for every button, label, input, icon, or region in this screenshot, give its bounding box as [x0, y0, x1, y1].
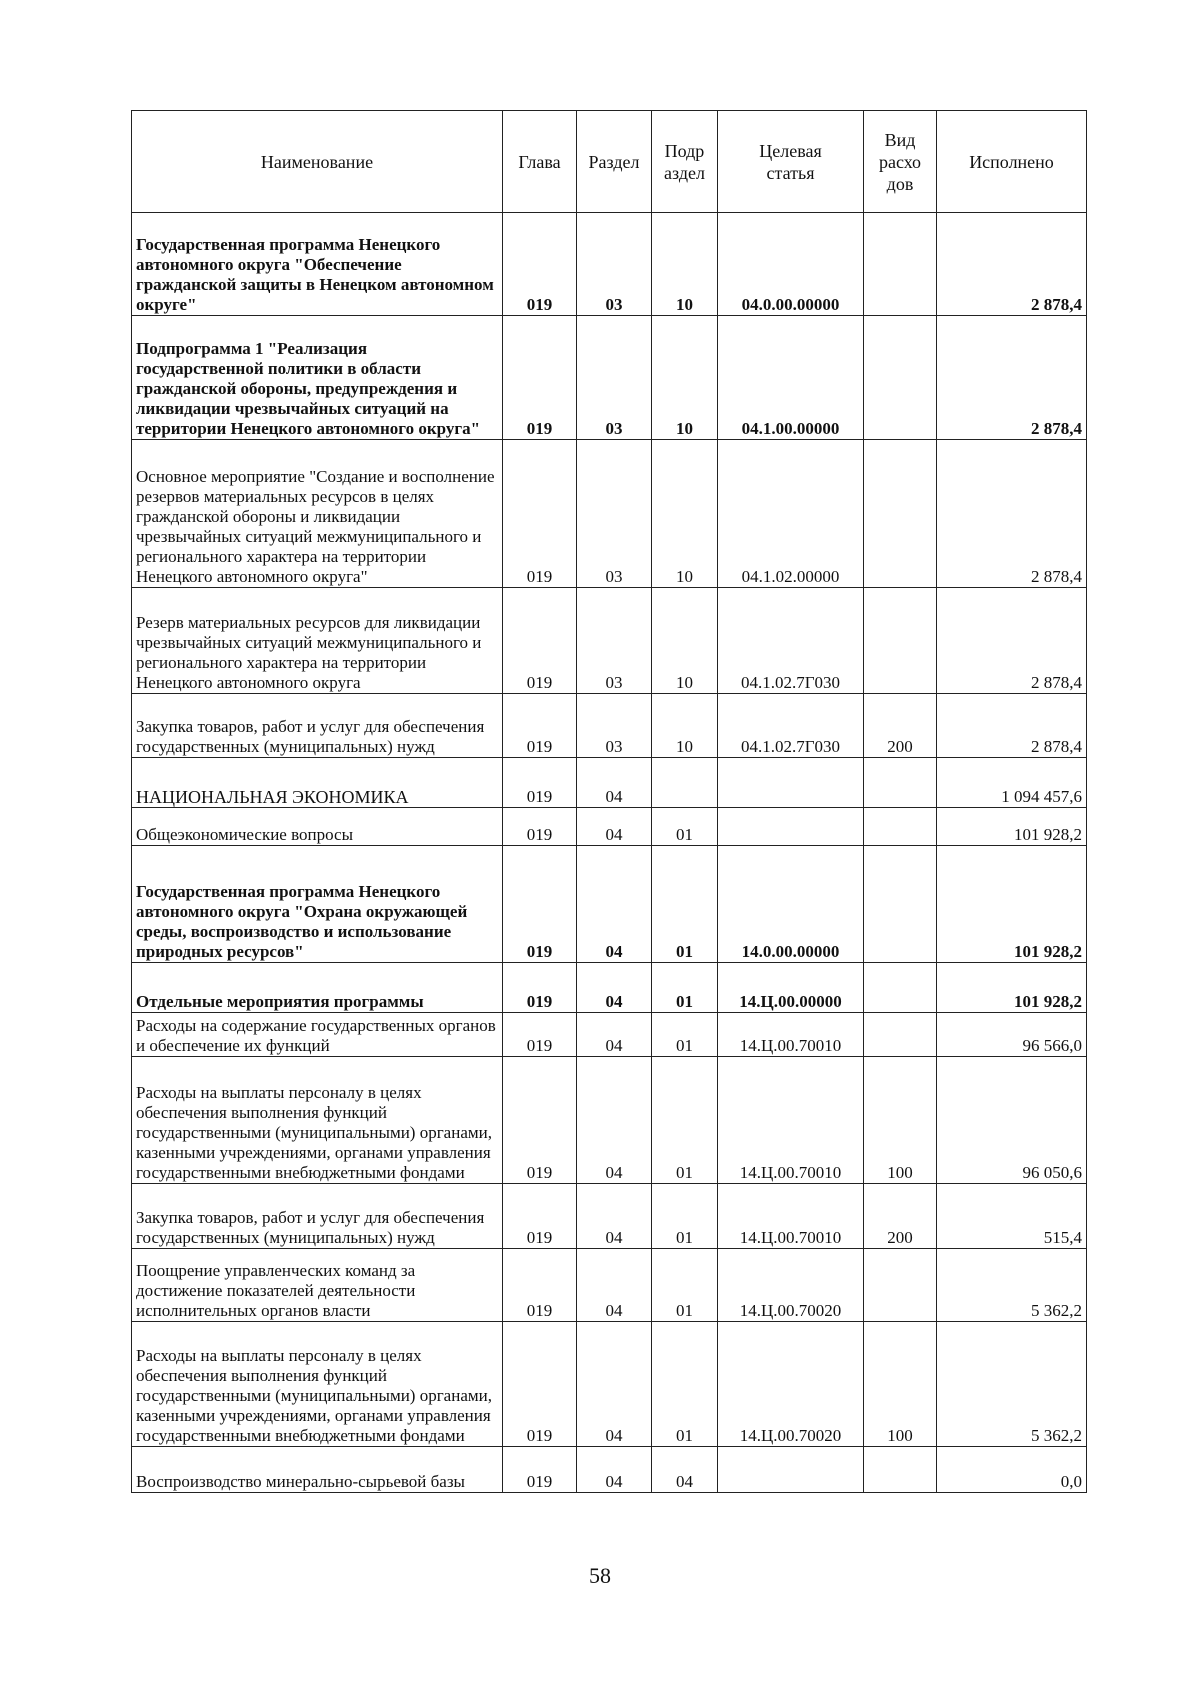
- table-row: [132, 846, 1087, 963]
- row-target: [718, 758, 864, 808]
- row-glava: 019: [503, 1447, 577, 1493]
- row-amount: 101 928,2: [937, 963, 1087, 1013]
- row-glava: 019: [503, 440, 577, 588]
- row-razdel: 04: [577, 1057, 652, 1184]
- row-glava: 019: [503, 1322, 577, 1447]
- row-podrazdel: 01: [652, 808, 718, 846]
- row-amount: 96 566,0: [937, 1013, 1087, 1057]
- row-glava: 019: [503, 1057, 577, 1184]
- table-row: [132, 316, 1087, 440]
- row-name: НАЦИОНАЛЬНАЯ ЭКОНОМИКА: [132, 758, 503, 808]
- row-amount: 101 928,2: [937, 808, 1087, 846]
- row-razdel: 04: [577, 1447, 652, 1493]
- row-target: 14.Ц.00.00000: [718, 963, 864, 1013]
- row-razdel: 03: [577, 588, 652, 694]
- header-vid-text: Вид расхо дов: [878, 129, 922, 194]
- row-glava: 019: [503, 758, 577, 808]
- row-amount: 0,0: [937, 1447, 1087, 1493]
- row-glava: 019: [503, 963, 577, 1013]
- row-amount: 2 878,4: [937, 694, 1087, 758]
- row-razdel: 04: [577, 963, 652, 1013]
- table-row: [132, 694, 1087, 758]
- row-glava: 019: [503, 1184, 577, 1249]
- row-podrazdel: 10: [652, 588, 718, 694]
- row-podrazdel: [652, 758, 718, 808]
- header-vid: [864, 111, 937, 213]
- row-name: Резерв материальных ресурсов для ликвидации чрезвычайных ситуаций межмуниципального и регионального характера на территории Ненецкого автономного округа: [132, 588, 503, 694]
- budget-execution-table: [131, 110, 1087, 1493]
- row-name: Расходы на выплаты персоналу в целях обеспечения выполнения функций государственными (муниципальными) органами, казенными учреждениями, органами управления государственными внебюджетными фондами: [132, 1322, 503, 1447]
- row-glava: 019: [503, 1249, 577, 1322]
- row-target: 14.0.00.00000: [718, 846, 864, 963]
- row-name: Общеэкономические вопросы: [132, 808, 503, 846]
- row-target: 04.0.00.00000: [718, 213, 864, 316]
- row-name: Воспроизводство минерально-сырьевой базы: [132, 1447, 503, 1493]
- row-vid: [864, 440, 937, 588]
- header-podrazdel: [652, 111, 718, 213]
- header-glava: Глава: [503, 111, 577, 213]
- row-vid: [864, 808, 937, 846]
- row-glava: 019: [503, 588, 577, 694]
- row-target: 14.Ц.00.70010: [718, 1013, 864, 1057]
- row-vid: [864, 588, 937, 694]
- table-row: [132, 440, 1087, 588]
- row-vid: [864, 758, 937, 808]
- row-podrazdel: 01: [652, 1322, 718, 1447]
- row-razdel: 04: [577, 808, 652, 846]
- row-name: Государственная программа Ненецкого автономного округа "Охрана окружающей среды, воспроизводство и использование природных ресурсов": [132, 846, 503, 963]
- header-razdel: Раздел: [577, 111, 652, 213]
- row-name: Основное мероприятие "Создание и восполнение резервов материальных ресурсов в целях гражданской обороны и ликвидации чрезвычайных ситуаций межмуниципального и регионального характера на территории Ненецкого автономного округа": [132, 440, 503, 588]
- row-razdel: 03: [577, 694, 652, 758]
- row-razdel: 03: [577, 440, 652, 588]
- row-razdel: 04: [577, 846, 652, 963]
- row-podrazdel: 01: [652, 1013, 718, 1057]
- row-amount: 2 878,4: [937, 213, 1087, 316]
- row-podrazdel: 04: [652, 1447, 718, 1493]
- row-razdel: 04: [577, 1013, 652, 1057]
- header-podrazdel-text: Подр аздел: [664, 140, 705, 183]
- row-name: Подпрограмма 1 "Реализация государственной политики в области гражданской обороны, предупреждения и ликвидации чрезвычайных ситуаций на территории Ненецкого автономного округа": [132, 316, 503, 440]
- row-razdel: 04: [577, 1249, 652, 1322]
- table-row: [132, 808, 1087, 846]
- row-podrazdel: 10: [652, 213, 718, 316]
- row-podrazdel: 10: [652, 316, 718, 440]
- row-name: Закупка товаров, работ и услуг для обеспечения государственных (муниципальных) нужд: [132, 694, 503, 758]
- row-name: Закупка товаров, работ и услуг для обеспечения государственных (муниципальных) нужд: [132, 1184, 503, 1249]
- row-vid: [864, 963, 937, 1013]
- row-amount: 515,4: [937, 1184, 1087, 1249]
- row-podrazdel: 01: [652, 1184, 718, 1249]
- row-podrazdel: 10: [652, 440, 718, 588]
- row-podrazdel: 01: [652, 1057, 718, 1184]
- row-amount: 101 928,2: [937, 846, 1087, 963]
- row-amount: 2 878,4: [937, 588, 1087, 694]
- header-target: [718, 111, 864, 213]
- table-row: [132, 588, 1087, 694]
- row-target: 04.1.02.00000: [718, 440, 864, 588]
- row-glava: 019: [503, 808, 577, 846]
- row-target: 04.1.02.7Г030: [718, 588, 864, 694]
- header-name: Наименование: [132, 111, 503, 213]
- table-row: [132, 1447, 1087, 1493]
- row-glava: 019: [503, 694, 577, 758]
- table-row: [132, 1013, 1087, 1057]
- page-number: 58: [589, 1563, 611, 1588]
- header-row: [132, 111, 1087, 213]
- row-vid: 200: [864, 694, 937, 758]
- table-row: [132, 1322, 1087, 1447]
- row-vid: [864, 213, 937, 316]
- row-razdel: 04: [577, 1184, 652, 1249]
- row-amount: 2 878,4: [937, 316, 1087, 440]
- table-row: [132, 1249, 1087, 1322]
- row-podrazdel: 01: [652, 963, 718, 1013]
- row-amount: 2 878,4: [937, 440, 1087, 588]
- header-target-text: Целевая статья: [759, 140, 822, 183]
- row-razdel: 04: [577, 758, 652, 808]
- row-razdel: 04: [577, 1322, 652, 1447]
- row-vid: [864, 1249, 937, 1322]
- table-row: [132, 758, 1087, 808]
- row-amount: 96 050,6: [937, 1057, 1087, 1184]
- row-vid: 100: [864, 1322, 937, 1447]
- row-razdel: 03: [577, 316, 652, 440]
- row-name: Расходы на выплаты персоналу в целях обеспечения выполнения функций государственными (муниципальными) органами, казенными учреждениями, органами управления государственными внебюджетными фондами: [132, 1057, 503, 1184]
- row-glava: 019: [503, 846, 577, 963]
- row-vid: [864, 1013, 937, 1057]
- row-target: 14.Ц.00.70020: [718, 1249, 864, 1322]
- row-podrazdel: 01: [652, 1249, 718, 1322]
- row-target: 14.Ц.00.70020: [718, 1322, 864, 1447]
- row-vid: 200: [864, 1184, 937, 1249]
- row-podrazdel: 10: [652, 694, 718, 758]
- row-podrazdel: 01: [652, 846, 718, 963]
- row-glava: 019: [503, 316, 577, 440]
- row-target: [718, 808, 864, 846]
- row-glava: 019: [503, 213, 577, 316]
- row-name: Поощрение управленческих команд за достижение показателей деятельности исполнительных органов власти: [132, 1249, 503, 1322]
- row-vid: 100: [864, 1057, 937, 1184]
- row-amount: 1 094 457,6: [937, 758, 1087, 808]
- row-vid: [864, 1447, 937, 1493]
- row-target: 04.1.02.7Г030: [718, 694, 864, 758]
- row-target: 14.Ц.00.70010: [718, 1184, 864, 1249]
- table-row: [132, 213, 1087, 316]
- table-row: [132, 1184, 1087, 1249]
- table-row: [132, 963, 1087, 1013]
- row-amount: 5 362,2: [937, 1322, 1087, 1447]
- table-row: [132, 1057, 1087, 1184]
- row-name: Расходы на содержание государственных органов и обеспечение их функций: [132, 1013, 503, 1057]
- row-razdel: 03: [577, 213, 652, 316]
- row-vid: [864, 316, 937, 440]
- row-vid: [864, 846, 937, 963]
- row-target: 04.1.00.00000: [718, 316, 864, 440]
- row-name: Государственная программа Ненецкого автономного округа "Обеспечение гражданской защиты в Ненецком автономном округе": [132, 213, 503, 316]
- row-target: [718, 1447, 864, 1493]
- header-executed: Исполнено: [937, 111, 1087, 213]
- row-target: 14.Ц.00.70010: [718, 1057, 864, 1184]
- row-amount: 5 362,2: [937, 1249, 1087, 1322]
- row-name: Отдельные мероприятия программы: [132, 963, 503, 1013]
- row-glava: 019: [503, 1013, 577, 1057]
